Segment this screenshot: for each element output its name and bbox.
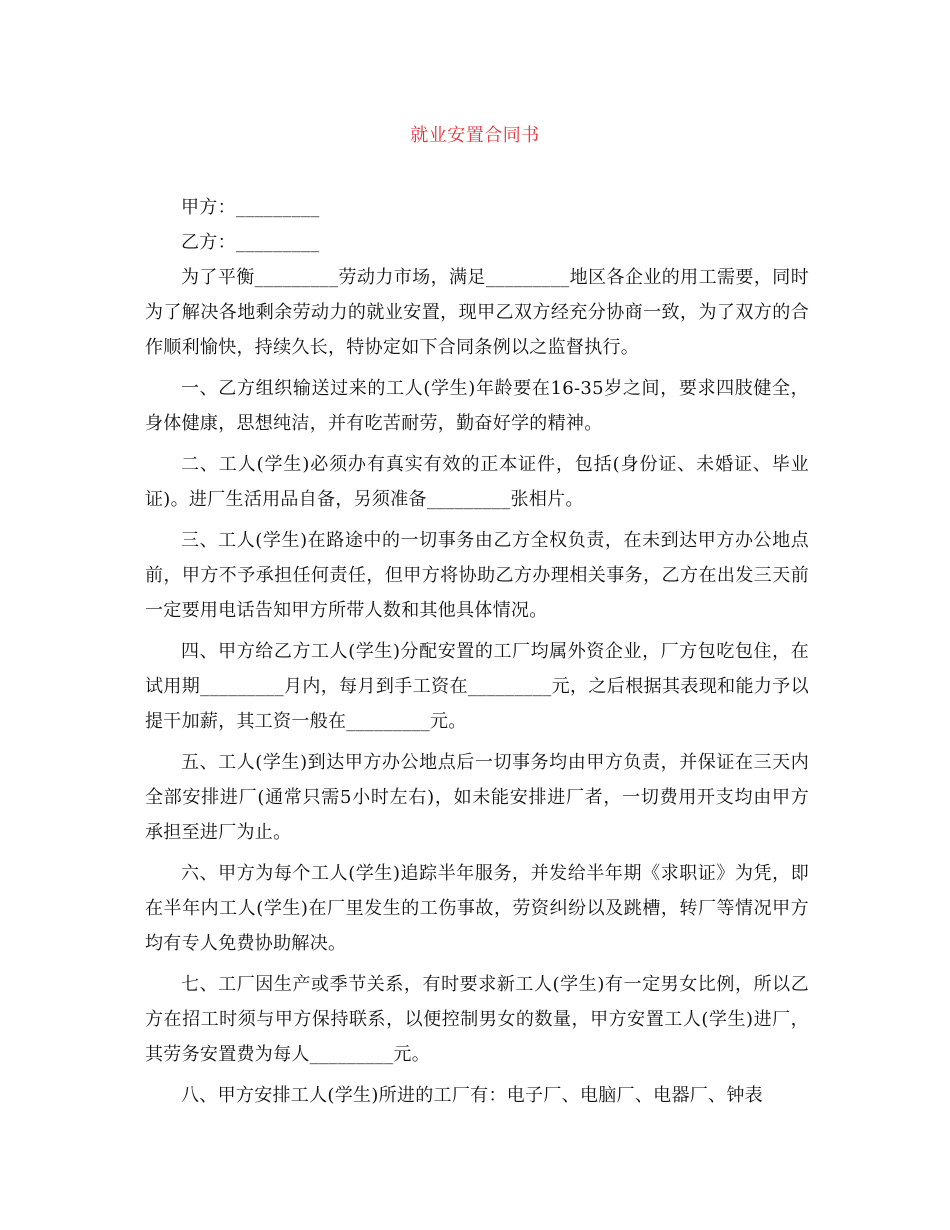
paragraph-clause-8: 八、甲方安排工人(学生)所进的工厂有：电子厂、电脑厂、电器厂、钟表	[181, 1085, 763, 1106]
paragraph-clause-2: 二、工人(学生)必须办有真实有效的正本证件，包括(身份证、未婚证、毕业证)。进厂生活用品自备，另须准备_________张相片。	[145, 454, 809, 510]
document-title: 就业安置合同书	[410, 125, 540, 146]
party-b-line: 乙方：_________	[181, 232, 320, 253]
paragraph-preamble: 为了平衡_________劳动力市场，满足_________地区各企业的用工需要，同时为了解决各地剩余劳动力的就业安置，现甲乙双方经充分协商一致，为了双方的合作顺利愉快，持续久长，特协定如下合同条例以之监督执行。	[145, 267, 809, 358]
paragraph-clause-6: 六、甲方为每个工人(学生)追踪半年服务，并发给半年期《求职证》为凭，即在半年内工人(学生)在厂里发生的工伤事故，劳资纠纷以及跳槽，转厂等情况甲方均有专人免费协助解决。	[145, 863, 809, 954]
paragraph-clause-4: 四、甲方给乙方工人(学生)分配安置的工厂均属外资企业，厂方包吃包住，在试用期_________月内，每月到手工资在_________元，之后根据其表现和能力予以提干加薪，其工资一般在_________元。	[145, 641, 809, 732]
party-a-line: 甲方：_________	[181, 197, 320, 218]
paragraph-clause-3: 三、工人(学生)在路途中的一切事务由乙方全权负责，在未到达甲方办公地点前，甲方不予承担任何责任，但甲方将协助乙方办理相关事务，乙方在出发三天前一定要用电话告知甲方所带人数和其他具体情况。	[145, 530, 809, 621]
paragraph-clause-5: 五、工人(学生)到达甲方办公地点后一切事务均由甲方负责，并保证在三天内全部安排进厂(通常只需5小时左右)，如未能安排进厂者，一切费用开支均由甲方承担至进厂为止。	[145, 752, 809, 843]
paragraph-clause-7: 七、工厂因生产或季节关系，有时要求新工人(学生)有一定男女比例，所以乙方在招工时须与甲方保持联系，以便控制男女的数量，甲方安置工人(学生)进厂，其劳务安置费为每人_________元。	[145, 974, 809, 1065]
document-body	[145, 190, 809, 1113]
paragraph-clause-1: 一、乙方组织输送过来的工人(学生)年龄要在16-35岁之间，要求四肢健全，身体健康，思想纯洁，并有吃苦耐劳，勤奋好学的精神。	[145, 378, 809, 434]
